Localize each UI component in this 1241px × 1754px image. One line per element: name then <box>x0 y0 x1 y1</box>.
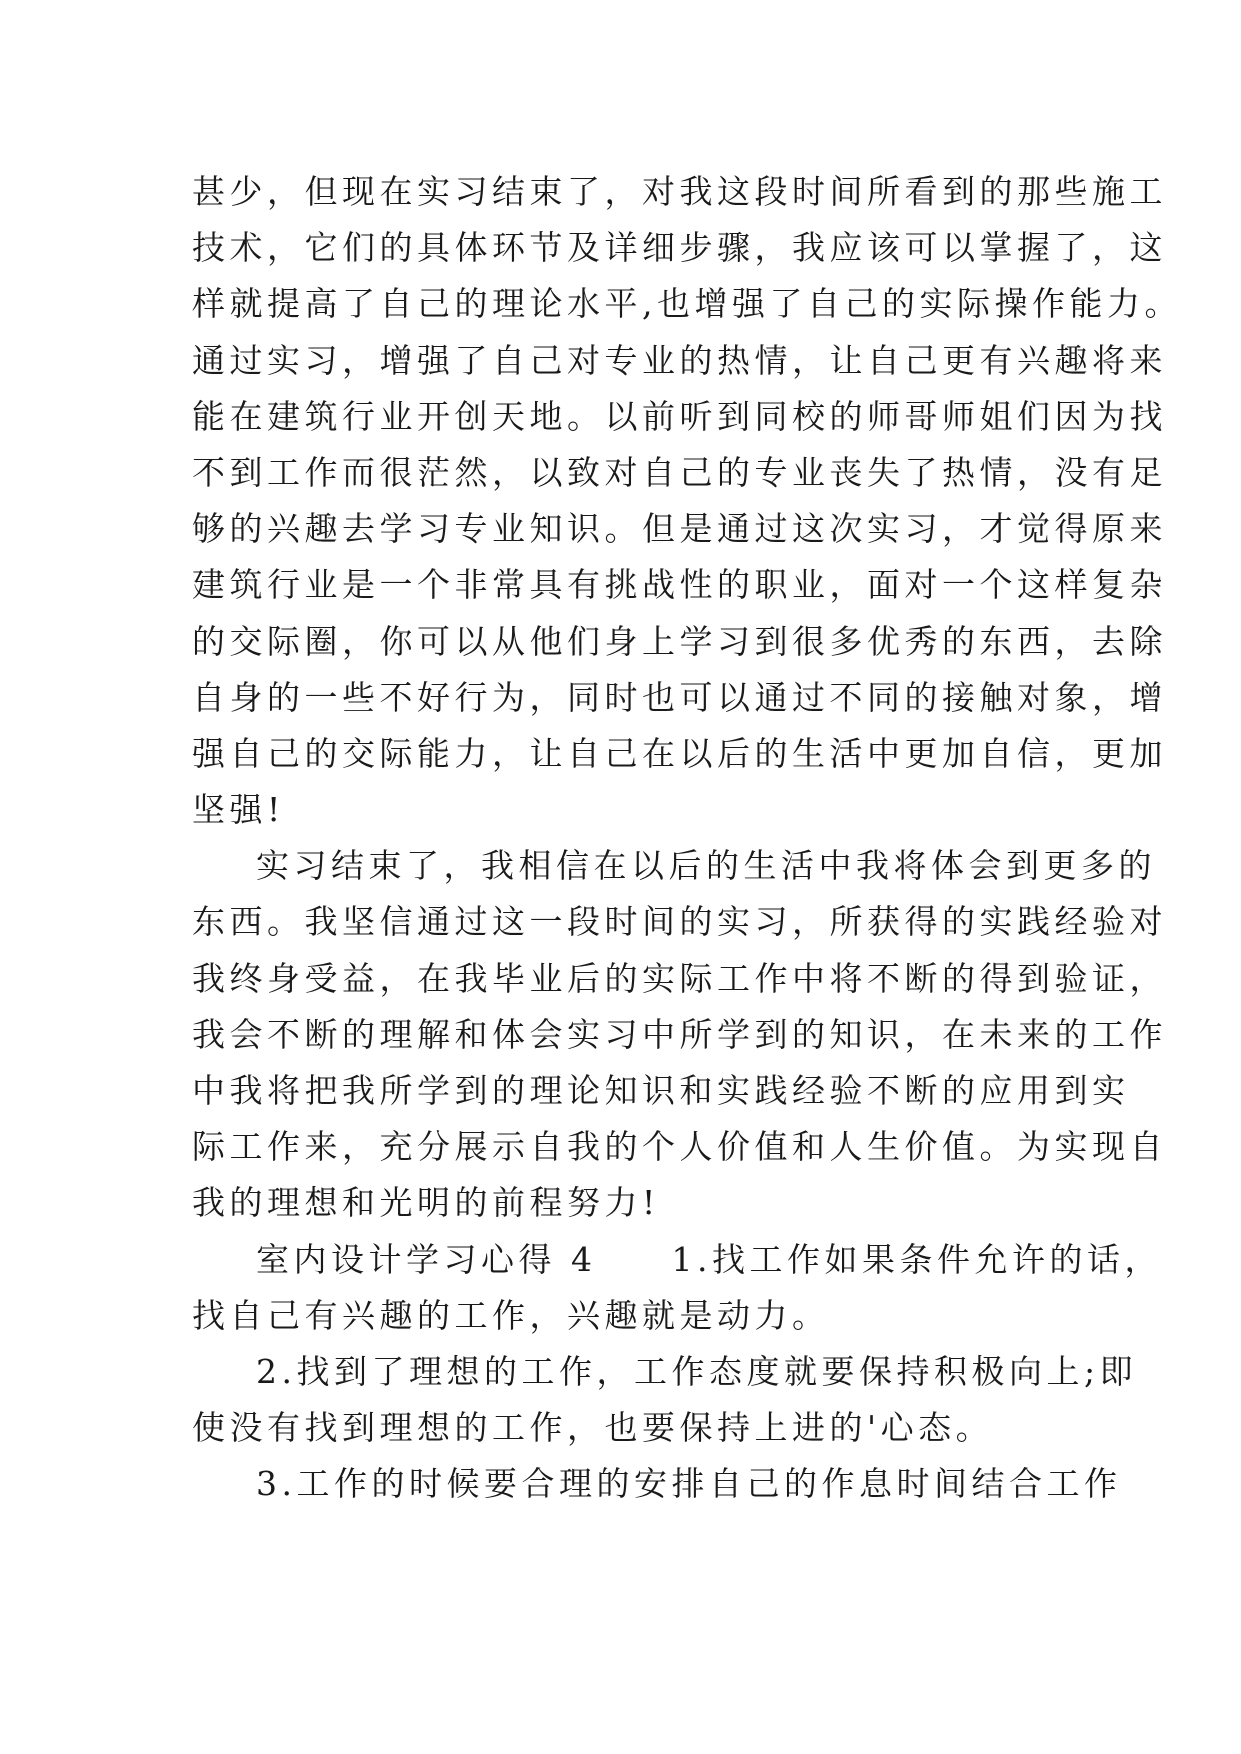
text-line: 不到工作而很茫然，以致对自己的专业丧失了热情，没有足 <box>192 452 1167 492</box>
text-line: 能在建筑行业开创天地。以前听到同校的师哥师姐们因为找 <box>192 396 1167 436</box>
text-line: 够的兴趣去学习专业知识。但是通过这次实习，才觉得原来 <box>192 509 1167 549</box>
text-line: 样就提高了自己的理论水平,也增强了自己的实际操作能力。 <box>192 284 1182 324</box>
text-line: 际工作来，充分展示自我的个人价值和人生价值。为实现自 <box>192 1127 1167 1167</box>
text-line: 东西。我坚信通过这一段时间的实习，所获得的实践经验对 <box>192 902 1167 942</box>
text-line: 我会不断的理解和体会实习中所学到的知识，在未来的工作 <box>192 1014 1167 1054</box>
document-body <box>192 164 1182 1513</box>
text-line: 建筑行业是一个非常具有挑战性的职业，面对一个这样复杂 <box>192 565 1167 605</box>
text-line: 使没有找到理想的工作，也要保持上进的'心态。 <box>192 1408 994 1448</box>
text-line: 坚强! <box>192 790 285 830</box>
list-item-line: 3.工作的时候要合理的安排自己的作息时间结合工作 <box>256 1464 1122 1504</box>
text-line: 通过实习，增强了自己对专业的热情，让自己更有兴趣将来 <box>192 340 1167 380</box>
list-item-line: 2.找到了理想的工作，工作态度就要保持积极向上;即 <box>256 1351 1138 1391</box>
text-line: 自身的一些不好行为，同时也可以通过不同的接触对象，增 <box>192 677 1167 717</box>
text-line: 中我将把我所学到的理论知识和实践经验不断的应用到实 <box>192 1071 1130 1110</box>
text-line: 找自己有兴趣的工作，兴趣就是动力。 <box>192 1295 830 1335</box>
paragraph-start-line: 实习结束了，我相信在以后的生活中我将体会到更多的 <box>256 846 1156 886</box>
text-line: 我终身受益，在我毕业后的实际工作中将不断的得到验证， <box>192 958 1167 998</box>
text-line: 的交际圈，你可以从他们身上学习到很多优秀的东西，去除 <box>192 621 1167 661</box>
section-heading-line: 室内设计学习心得 4 1.找工作如果条件允许的话， <box>256 1239 1162 1279</box>
text-line: 强自己的交际能力，让自己在以后的生活中更加自信，更加 <box>192 733 1167 773</box>
text-line: 甚少，但现在实习结束了，对我这段时间所看到的那些施工 <box>192 172 1167 211</box>
text-line: 我的理想和光明的前程努力! <box>192 1183 660 1223</box>
text-line: 技术，它们的具体环节及详细步骤，我应该可以掌握了，这 <box>192 228 1167 268</box>
